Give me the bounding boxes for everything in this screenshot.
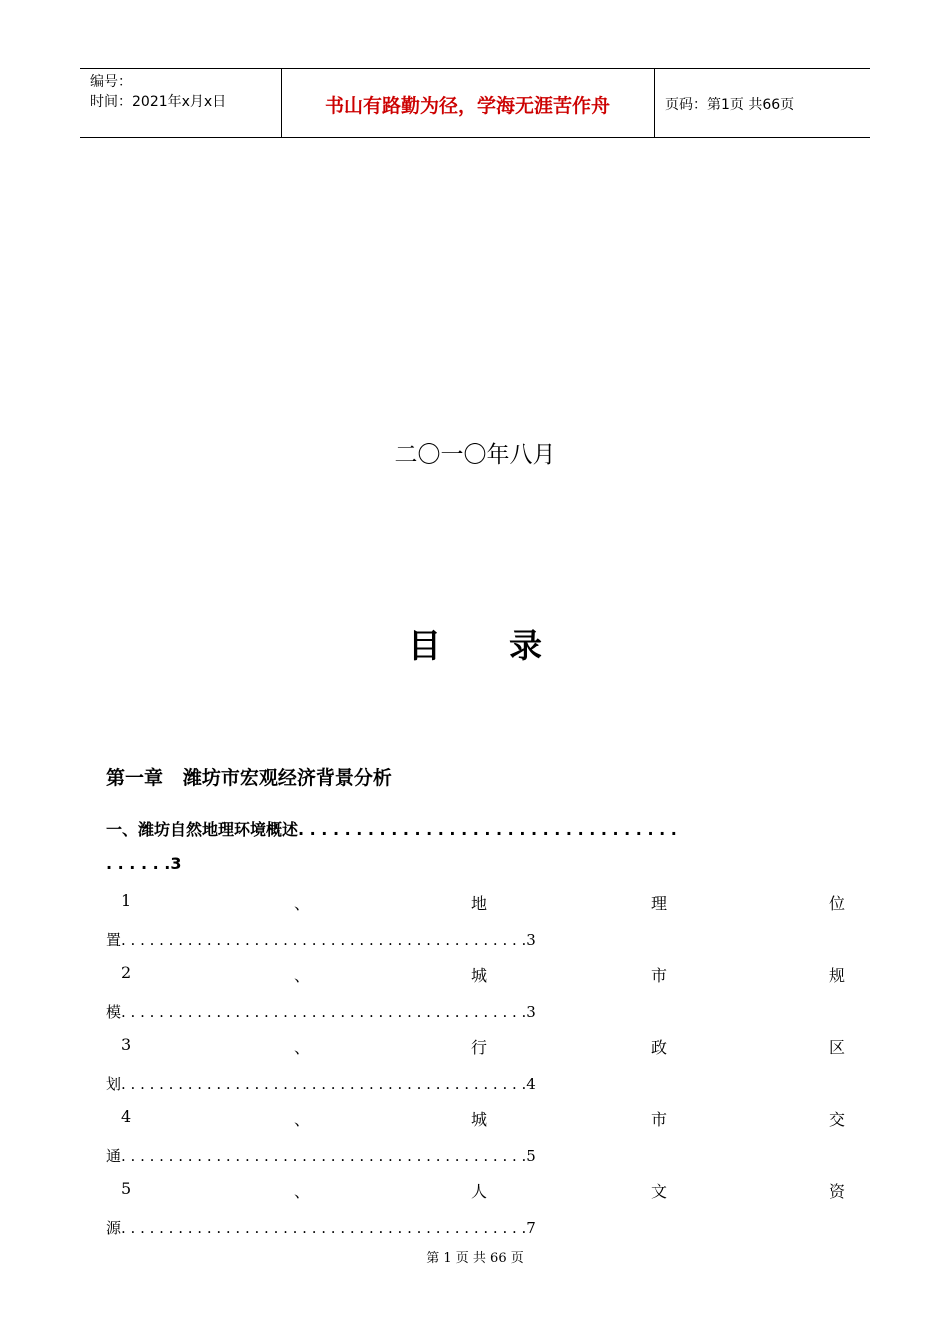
toc-entry-leader: 模. . . . . . . . . . . . . . . . . . . . . . . . . . . . . . . . . . . . . . . . . . .3	[106, 1003, 536, 1021]
toc-entry-spread	[121, 1035, 847, 1057]
toc-entry-char: 规	[829, 966, 846, 985]
toc-entry-char: 行	[471, 1038, 488, 1057]
toc-entry-leader: 划. . . . . . . . . . . . . . . . . . . . . . . . . . . . . . . . . . . . . . . . . . .4	[106, 1075, 536, 1093]
toc-entry-spread	[121, 1107, 847, 1129]
header-page-cell	[655, 69, 870, 137]
toc-entry-separator: 、	[294, 894, 311, 913]
toc-entry-number: 1	[121, 891, 132, 910]
toc-entry-separator: 、	[294, 1182, 311, 1201]
toc-entry-char: 交	[829, 1110, 846, 1129]
toc-entry-leader: 通. . . . . . . . . . . . . . . . . . . . . . . . . . . . . . . . . . . . . . . . . . .5	[106, 1147, 536, 1165]
toc-entry-char: 地	[471, 894, 488, 913]
section-heading-continuation: . . . . . .3	[106, 854, 182, 873]
toc-entry-char: 理	[651, 894, 668, 913]
toc-entry-leader: 源. . . . . . . . . . . . . . . . . . . . . . . . . . . . . . . . . . . . . . . . . . .7	[106, 1219, 536, 1237]
toc-entry-spread	[121, 891, 847, 913]
page-code: 页码：第1页 共66页	[665, 97, 795, 113]
date-line: 二〇一〇年八月	[394, 442, 556, 468]
chapter-heading: 第一章 潍坊市宏观经济背景分析	[106, 767, 392, 789]
toc-entry-char: 人	[471, 1182, 488, 1201]
toc-entry-char: 市	[651, 1110, 668, 1129]
toc-entry-spread	[121, 1179, 847, 1201]
page-footer: 第 1 页 共 66 页	[426, 1251, 524, 1266]
header-motto-cell	[281, 69, 655, 137]
toc-entry-number: 5	[121, 1179, 132, 1198]
motto: 书山有路勤为径，学海无涯苦作舟	[324, 95, 610, 117]
toc-entry-separator: 、	[294, 966, 311, 985]
toc-entry-char: 资	[829, 1182, 846, 1201]
section-heading: 一、潍坊自然地理环境概述. . . . . . . . . . . . . . . . . . . . . . . . . . . . . . . . .	[106, 820, 677, 839]
toc-entry-char: 区	[829, 1038, 846, 1057]
toc-entry-spread	[121, 963, 847, 985]
time-label: 时间：2021年x月x日	[90, 94, 227, 110]
number-label: 编号：	[90, 74, 132, 90]
toc-entry-number: 4	[121, 1107, 132, 1126]
toc-entry-char: 文	[651, 1182, 668, 1201]
toc-entry-char: 位	[829, 894, 846, 913]
toc-entry-char: 政	[651, 1038, 668, 1057]
toc-entry-char: 城	[471, 966, 488, 985]
toc-entry-leader: 置. . . . . . . . . . . . . . . . . . . . . . . . . . . . . . . . . . . . . . . . . . .3	[106, 931, 536, 949]
header-table	[80, 68, 870, 138]
toc-title: 目录	[408, 626, 610, 665]
toc-entry-char: 城	[471, 1110, 488, 1129]
toc-entry-number: 3	[121, 1035, 132, 1054]
toc-entry-separator: 、	[294, 1038, 311, 1057]
toc-entry-number: 2	[121, 963, 132, 982]
header-info-cell	[80, 69, 282, 137]
toc-entry-separator: 、	[294, 1110, 311, 1129]
toc-entry-char: 市	[651, 966, 668, 985]
